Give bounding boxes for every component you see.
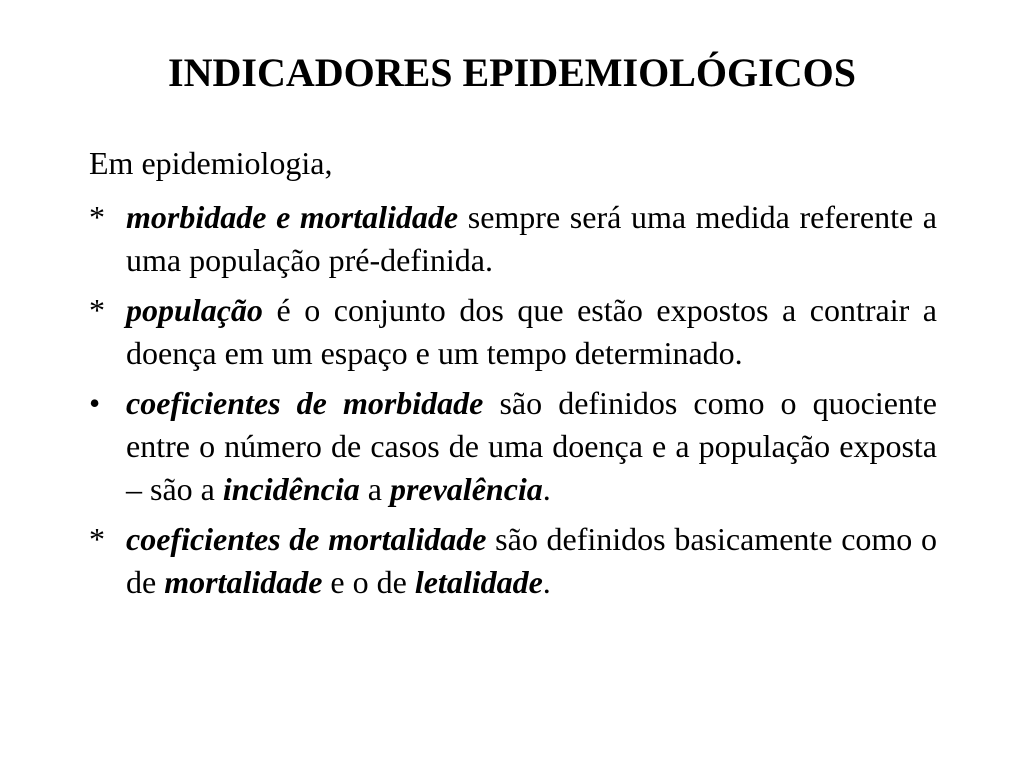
- emphasis-text: prevalência: [389, 471, 543, 507]
- bullet-item-coeficientes-mortalidade: [89, 518, 937, 604]
- body-text: .: [542, 564, 551, 600]
- emphasis-text: coeficientes de morbidade: [126, 385, 484, 421]
- emphasis-text: população: [126, 292, 263, 328]
- body-text: são definidos basicamente como o de: [126, 521, 938, 600]
- bullet-item-morbidade-mortalidade: [89, 196, 937, 282]
- bullet-item-populacao: [89, 289, 937, 375]
- bullet-marker: *: [89, 521, 105, 557]
- emphasis-text: letalidade: [414, 564, 543, 600]
- bullet-item-coeficientes-morbidade: [89, 382, 937, 511]
- emphasis-text: morbidade e mortalidade: [126, 199, 459, 235]
- bullet-marker: •: [89, 385, 101, 421]
- body-text: são definidos como o quociente entre o número de casos de uma doença e a população exposta – são a: [126, 385, 938, 507]
- body-text: a: [359, 471, 390, 507]
- emphasis-text: incidência: [222, 471, 360, 507]
- body-text: é o conjunto dos que estão expostos a contrair a doença em um espaço e um tempo determinado.: [126, 292, 937, 371]
- bullet-list: [89, 196, 937, 611]
- body-text: e o de: [322, 564, 415, 600]
- emphasis-text: coeficientes de mortalidade: [126, 521, 487, 557]
- body-text: sempre será uma medida referente a uma população pré-definida.: [126, 199, 937, 278]
- body-text: .: [542, 471, 551, 507]
- bullet-marker: *: [89, 199, 105, 235]
- intro-text: Em epidemiologia,: [89, 145, 333, 181]
- bullet-marker: *: [89, 292, 105, 328]
- emphasis-text: mortalidade: [164, 564, 323, 600]
- slide-title: INDICADORES EPIDEMIOLÓGICOS: [168, 50, 856, 95]
